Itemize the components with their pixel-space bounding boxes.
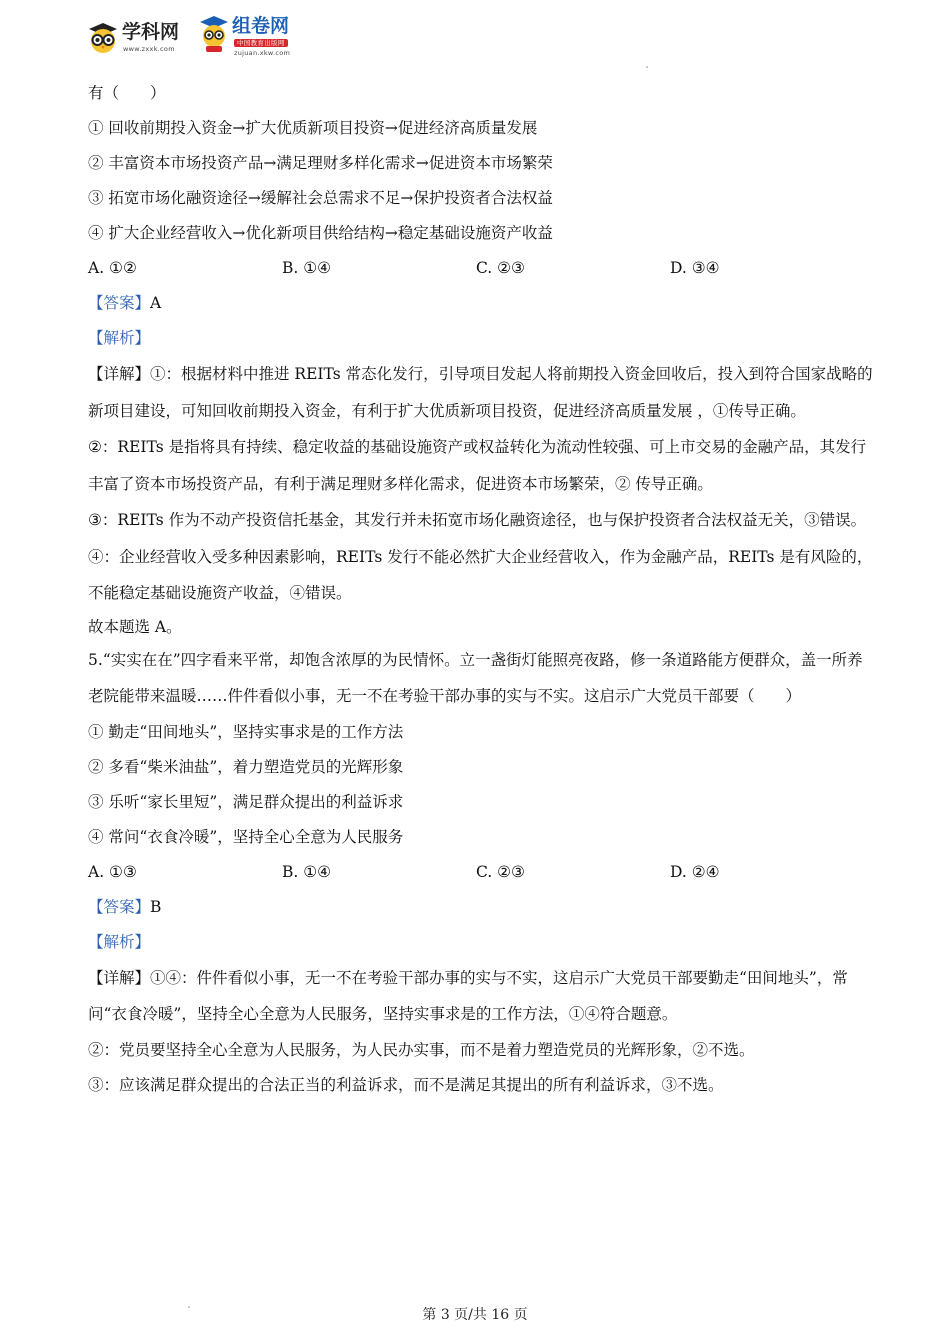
q5-option: ③ 乐听“家长里短”，满足群众提出的利益诉求 bbox=[88, 792, 404, 811]
q5-option: ① 勤走“田间地头”，坚持实事求是的工作方法 bbox=[88, 722, 404, 741]
q4-choice-c: C. ②③ bbox=[476, 259, 525, 277]
q5-stem: 5.“实实在在”四字看来平常，却饱含浓厚的为民情怀。立一盏街灯能照亮夜路，修一条道路能方便群众，盖一所养老院能带来温暖……件件看似小事，无一不在考验干部办事的实与不实。这启示广大党员干部要（ ） bbox=[88, 650, 863, 705]
analysis-tag: 【解析】 bbox=[88, 329, 151, 347]
q4-option: ② 丰富资本市场投资产品→满足理财多样化需求→促进资本市场繁荣 bbox=[88, 154, 553, 172]
q5-choices bbox=[88, 855, 878, 890]
analysis-tag: 【解析】 bbox=[88, 932, 151, 951]
answer-value: A bbox=[150, 294, 162, 312]
answer-tag: 【答案】 bbox=[88, 294, 151, 312]
q4-detail: ②：REITs 是指将具有持续、稳定收益的基础设施资产或权益转化为流动性较强、可上市交易的金融产品，其发行丰富了资本市场投资产品，有利于满足理财多样化需求，促进资本市场繁荣，② 传导正确。 bbox=[88, 438, 867, 493]
mascot-icon bbox=[198, 14, 230, 54]
q5-detail: 【详解】①④：件件看似小事，无一不在考验干部办事的实与不实，这启示广大党员干部要勤走“田间地头”，常问“衣食冷暖”，坚持全心全意为人民服务，坚持实事求是的工作方法，①④符合题意。 bbox=[88, 968, 848, 1023]
q5-choice-b: B. ①④ bbox=[282, 862, 332, 881]
q5-answer bbox=[88, 890, 878, 925]
q5-option: ④ 常问“衣食冷暖”，坚持全心全意为人民服务 bbox=[88, 827, 404, 846]
answer-tag: 【答案】 bbox=[88, 897, 151, 916]
xueke-logo-url: www.zxxk.com bbox=[123, 45, 175, 53]
zujuan-logo-tag: 中国教育出版网 bbox=[234, 39, 288, 47]
q4-detail: 【详解】①：根据材料中推进 REITs 常态化发行，引导项目发起人将前期投入资金回收后，投入到符合国家战略的新项目建设，可知回收前期投入资金，有利于扩大优质新项目投资，促进经济高质量发展 ，①传导正确。 bbox=[88, 365, 873, 420]
q4-conclusion: 故本题选 A。 bbox=[88, 617, 182, 636]
header bbox=[86, 12, 316, 56]
q4-option: ① 回收前期投入资金→扩大优质新项目投资→促进经济高质量发展 bbox=[88, 119, 538, 137]
q4-choice-d: D. ③④ bbox=[670, 259, 720, 277]
q4-detail: ③：REITs 作为不动产投资信托基金，其发行并未拓宽市场化融资途径，也与保护投资者合法权益无关，③错误。 bbox=[88, 511, 867, 529]
zujuan-logo bbox=[198, 12, 316, 56]
scan-dot bbox=[646, 66, 648, 68]
xueke-logo bbox=[86, 12, 194, 56]
answer-value: B bbox=[150, 897, 162, 916]
q5-choice-a: A. ①③ bbox=[88, 862, 137, 881]
q5-option: ② 多看“柴米油盐”，着力塑造党员的光辉形象 bbox=[88, 757, 404, 776]
q4-option: ③ 拓宽市场化融资途径→缓解社会总需求不足→保护投资者合法权益 bbox=[88, 189, 553, 207]
xueke-logo-text: 学科网 bbox=[122, 21, 180, 43]
page-number: 第 3 页/共 16 页 bbox=[422, 1307, 528, 1323]
q4-choices bbox=[88, 251, 878, 286]
document-body bbox=[88, 76, 878, 1103]
owl-icon bbox=[86, 20, 120, 54]
q4-choice-a: A. ①② bbox=[88, 259, 137, 277]
q4-choice-b: B. ①④ bbox=[282, 259, 332, 277]
q4-stem-tail: 有（ ） bbox=[88, 84, 166, 102]
zujuan-logo-url: zujuan.xkw.com bbox=[234, 49, 291, 57]
q4-option: ④ 扩大企业经营收入→优化新项目供给结构→稳定基础设施资产收益 bbox=[88, 224, 553, 242]
q4-answer bbox=[88, 286, 878, 321]
q5-choice-d: D. ②④ bbox=[670, 862, 720, 881]
q5-detail: ②：党员要坚持全心全意为人民服务，为人民办实事，而不是着力塑造党员的光辉形象，②不选。 bbox=[88, 1040, 755, 1059]
q4-detail: ④：企业经营收入受多种因素影响，REITs 发行不能必然扩大企业经营收入，作为金融产品，REITs 是有风险的，不能稳定基础设施资产收益，④错误。 bbox=[88, 547, 873, 602]
q5-detail: ③：应该满足群众提出的合法正当的利益诉求，而不是满足其提出的所有利益诉求，③不选。 bbox=[88, 1075, 724, 1094]
zujuan-logo-text: 组卷网 bbox=[232, 15, 290, 37]
q5-choice-c: C. ②③ bbox=[476, 862, 525, 881]
